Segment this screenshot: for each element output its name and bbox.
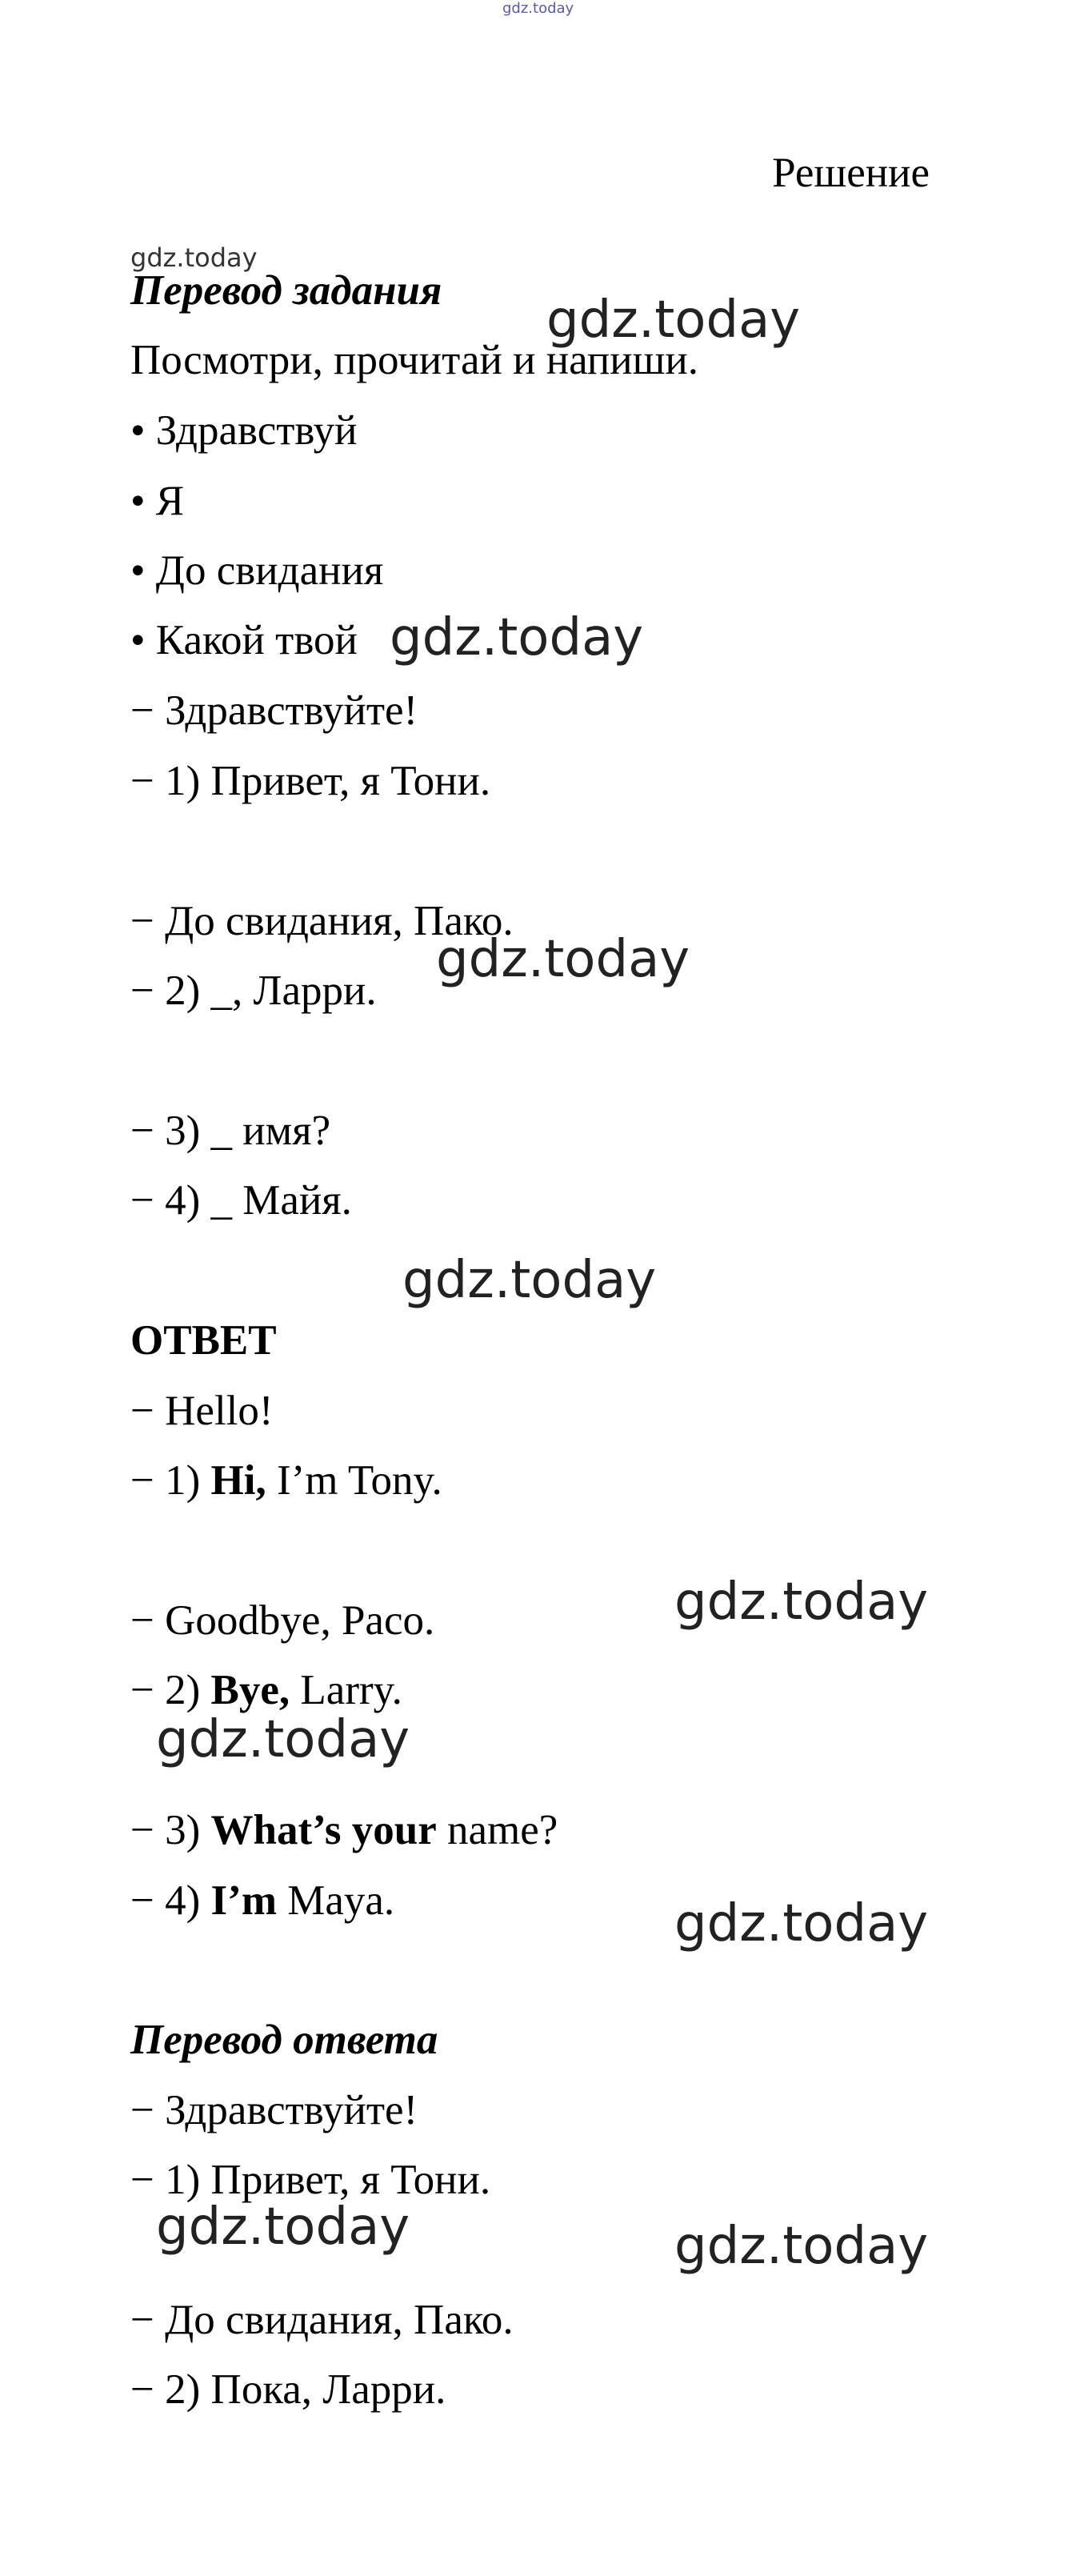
answer-translation-line: − 2) Пока, Ларри. — [130, 2366, 446, 2413]
watermark: gdz.today — [674, 1894, 929, 1953]
task-line: − 1) Привет, я Тони. — [130, 758, 491, 804]
answer-prefix: − 3) — [130, 1807, 211, 1853]
answer-bold: Hi, — [210, 1457, 266, 1504]
answer-bold: I’m — [210, 1877, 277, 1924]
task-bullet: • Здравствуй — [130, 407, 358, 454]
answer-bold: What’s your — [210, 1807, 437, 1853]
answer-translation-line: − Здравствуйте! — [130, 2087, 418, 2133]
task-translation-heading: Перевод задания — [130, 267, 442, 314]
answer-bold: Bye, — [210, 1667, 290, 1713]
solution-heading: Решение — [772, 150, 930, 196]
answer-prefix: − 2) — [130, 1667, 211, 1713]
task-bullet: • Какой твой — [130, 617, 358, 663]
answer-heading: ОТВЕТ — [130, 1317, 277, 1364]
answer-translation-heading: Перевод ответа — [130, 2017, 438, 2063]
watermark: gdz.today — [156, 2197, 410, 2257]
answer-prefix: − 1) — [130, 1457, 211, 1504]
task-line: − 2) _, Ларри. — [130, 968, 377, 1014]
task-line: − 3) _ имя? — [130, 1108, 331, 1154]
watermark: gdz.today — [546, 290, 801, 350]
answer-prefix: − 4) — [130, 1877, 211, 1924]
answer-translation-line: − До свидания, Пако. — [130, 2297, 514, 2343]
task-line: − До свидания, Пако. — [130, 898, 514, 944]
answer-line — [130, 1809, 558, 1852]
watermark: gdz.today — [130, 242, 258, 273]
answer-rest: Maya. — [276, 1877, 395, 1924]
task-instruction: Посмотри, прочитай и напиши. — [130, 337, 699, 383]
answer-line — [130, 1457, 442, 1504]
answer-rest: Larry. — [290, 1667, 402, 1713]
watermark: gdz.today — [436, 930, 690, 989]
answer-line — [130, 1877, 395, 1924]
watermark: gdz.today — [156, 1710, 410, 1769]
watermark: gdz.today — [674, 2217, 929, 2276]
answer-translation-line: − 1) Привет, я Тони. — [130, 2157, 491, 2203]
task-bullet: • До свидания — [130, 547, 384, 594]
watermark-top: gdz.today — [502, 0, 574, 17]
watermark: gdz.today — [390, 608, 644, 667]
task-line: − Здравствуйте! — [130, 687, 418, 734]
answer-line — [130, 1669, 402, 1712]
answer-rest: I’m Tony. — [266, 1457, 442, 1504]
answer-line: − Goodbye, Paco. — [130, 1597, 435, 1644]
task-line: − 4) _ Майя. — [130, 1177, 352, 1224]
answer-rest: name? — [436, 1807, 558, 1853]
answer-line: − Hello! — [130, 1388, 274, 1434]
watermark: gdz.today — [402, 1251, 657, 1310]
watermark: gdz.today — [674, 1572, 929, 1632]
task-bullet: • Я — [130, 478, 185, 524]
